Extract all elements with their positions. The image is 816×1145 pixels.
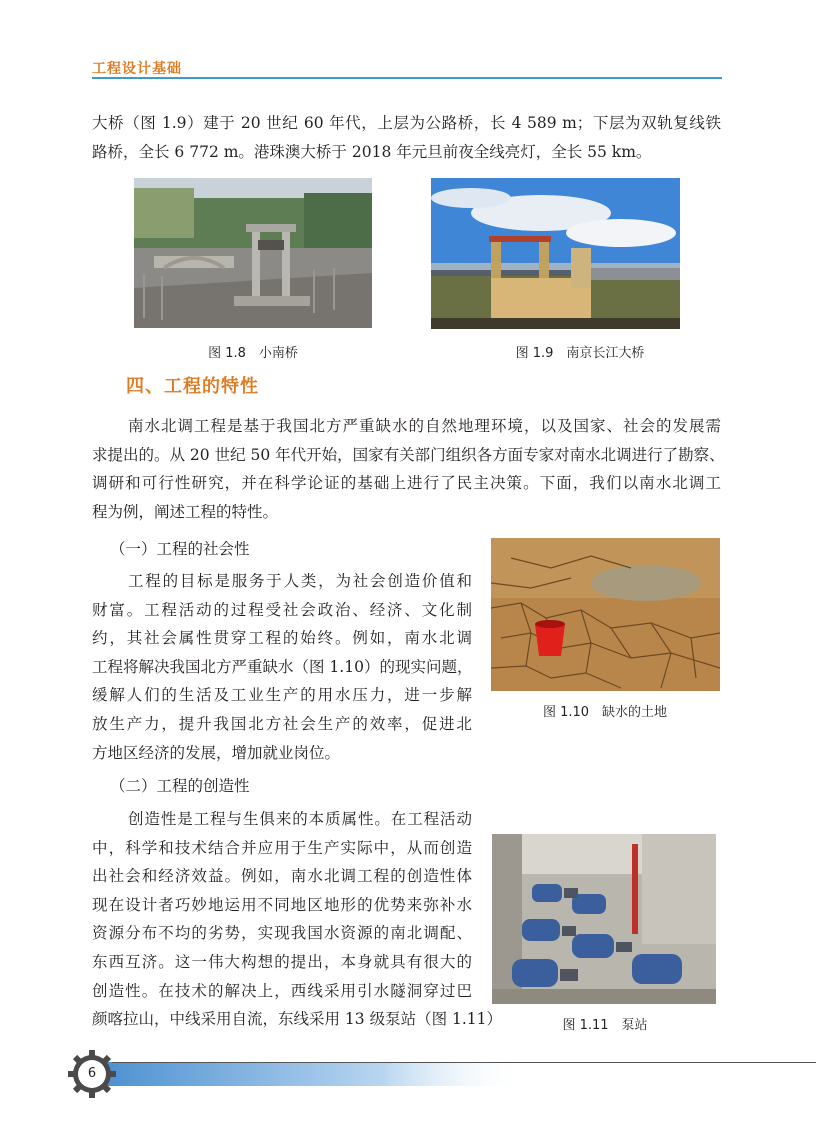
- subsection-heading: （二）工程的创造性: [110, 777, 250, 795]
- text-line: 方地区经济的发展，增加就业岗位。: [92, 743, 341, 762]
- text-line: 出社会和经济效益。例如，南水北调工程的创造性体: [92, 867, 472, 886]
- text-line: 中，科学和技术结合并应用于生产实际中，从而创造: [92, 838, 472, 857]
- running-header-title: 工程设计基础: [92, 61, 182, 77]
- text-line: 财富。工程活动的过程受社会政治、经济、文化制: [92, 600, 472, 619]
- footer-rule: [112, 1062, 816, 1063]
- page-number: 6: [87, 1066, 97, 1081]
- text-line: 程为例，阐述工程的特性。: [92, 502, 279, 521]
- header-rule: [92, 77, 722, 79]
- text-line: 东西互济。这一伟大构想的提出，本身就具有很大的: [92, 952, 472, 971]
- subsection-heading: （一）工程的社会性: [110, 540, 250, 558]
- text-line: 资源分布不均的劣势，实现我国水资源的南北调配、: [92, 924, 472, 943]
- footer-gradient-bar: [96, 1062, 816, 1086]
- text-line: 工程将解决我国北方严重缺水（图 1.10）的现实问题，: [92, 657, 473, 676]
- text-line: 南水北调工程是基于我国北方严重缺水的自然地理环境，以及国家、社会的发展需: [128, 417, 721, 435]
- figure-caption: 图 1.10 缺水的土地: [542, 705, 668, 720]
- figure-caption: 图 1.11 泵站: [562, 1018, 648, 1033]
- stone-bridge-photo: [134, 178, 372, 328]
- section-paragraph: [92, 412, 725, 526]
- subsection-paragraph: [92, 567, 472, 767]
- text-line: 缓解人们的生活及工业生产的用水压力，进一步解: [92, 686, 472, 705]
- text-line: 大桥（图 1.9）建于 20 世纪 60 年代，上层为公路桥，长 4 589 m；下层为双轨复线铁: [92, 114, 721, 132]
- text-line: 现在设计者巧妙地运用不同地区地形的优势来弥补水: [92, 895, 472, 914]
- cracked-land-photo: [491, 538, 720, 691]
- text-line: 创造性是工程与生俱来的本质属性。在工程活动: [128, 810, 472, 828]
- section-heading: 四、工程的特性: [126, 376, 259, 397]
- pump-station-photo: [492, 834, 716, 1004]
- subsection-paragraph: [92, 805, 503, 1034]
- text-line: 工程的目标是服务于人类，为社会创造价值和: [128, 572, 472, 590]
- text-line: 求提出的。从 20 世纪 50 年代开始，国家有关部门组织各方面专家对南水北调进行了勘察、: [92, 445, 725, 464]
- text-line: 调研和可行性研究，并在科学论证的基础上进行了民主决策。下面，我们以南水北调工: [92, 474, 721, 493]
- text-line: 放生产力，提升我国北方社会生产的效率，促进北: [92, 714, 472, 733]
- text-line: 颜喀拉山，中线采用自流，东线采用 13 级泵站（图 1.11）: [92, 1010, 503, 1029]
- text-line: 路桥，全长 6 772 m。港珠澳大桥于 2018 年元旦前夜全线亮灯，全长 55 km。: [92, 142, 652, 161]
- text-line: 创造性。在技术的解决上，西线采用引水隧洞穿过巴: [92, 981, 472, 1000]
- river-bridge-photo: [431, 178, 680, 329]
- figure-caption: 图 1.8 小南桥: [208, 346, 298, 361]
- intro-paragraph: [92, 109, 721, 166]
- text-line: 约，其社会属性贯穿工程的始终。例如，南水北调: [92, 629, 472, 648]
- figure-caption: 图 1.9 南京长江大桥: [515, 346, 645, 361]
